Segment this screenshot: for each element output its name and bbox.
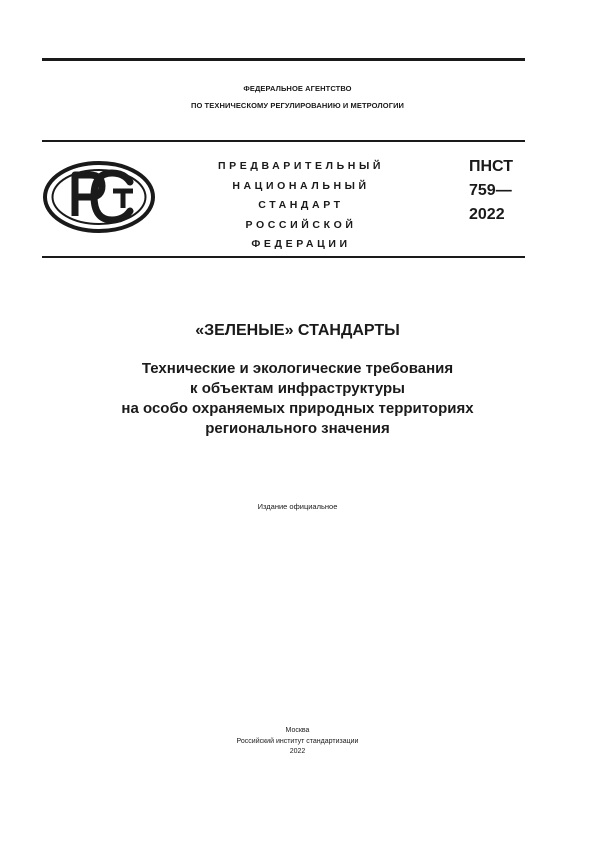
imprint-publisher: Российский институт стандартизации [236, 737, 359, 745]
document-title: «ЗЕЛЕНЫЕ» СТАНДАРТЫ [195, 322, 400, 339]
standard-type-line: НАЦИОНАЛЬНЫЙ [232, 179, 370, 192]
imprint-year: 2022 [289, 748, 306, 755]
standard-type-line: ПРЕДВАРИТЕЛЬНЫЙ [218, 160, 384, 172]
imprint-block [0, 726, 595, 758]
edition-label: Издание официальное [257, 502, 338, 511]
designation-prefix: ПНСТ [469, 158, 513, 175]
top-rule [42, 58, 525, 61]
standard-type-line: СТАНДАРТ [258, 199, 344, 211]
designation-year: 2022 [469, 206, 505, 223]
imprint-city: Москва [285, 727, 310, 734]
gost-r-emblem-icon [42, 160, 156, 234]
bottom-rule [42, 256, 525, 258]
standard-type-line: РОССИЙСКОЙ [245, 218, 357, 231]
standard-designation [469, 155, 513, 227]
subtitle-line: к объектам инфраструктуры [190, 380, 405, 397]
subtitle-line: регионального значения [205, 420, 390, 437]
agency-name-line-1: ФЕДЕРАЛЬНОЕ АГЕНТСТВО [243, 84, 352, 93]
document-subtitle [60, 359, 535, 439]
middle-rule [42, 140, 525, 142]
agency-name-line-2: ПО ТЕХНИЧЕСКОМУ РЕГУЛИРОВАНИЮ И МЕТРОЛОГИИ [190, 101, 405, 110]
standard-type-line: ФЕДЕРАЦИИ [251, 238, 351, 250]
subtitle-line: на особо охраняемых природных территориях [121, 400, 474, 417]
standard-type-block [190, 157, 412, 255]
subtitle-line: Технические и экологические требования [141, 360, 454, 377]
designation-number: 759— [469, 182, 512, 199]
